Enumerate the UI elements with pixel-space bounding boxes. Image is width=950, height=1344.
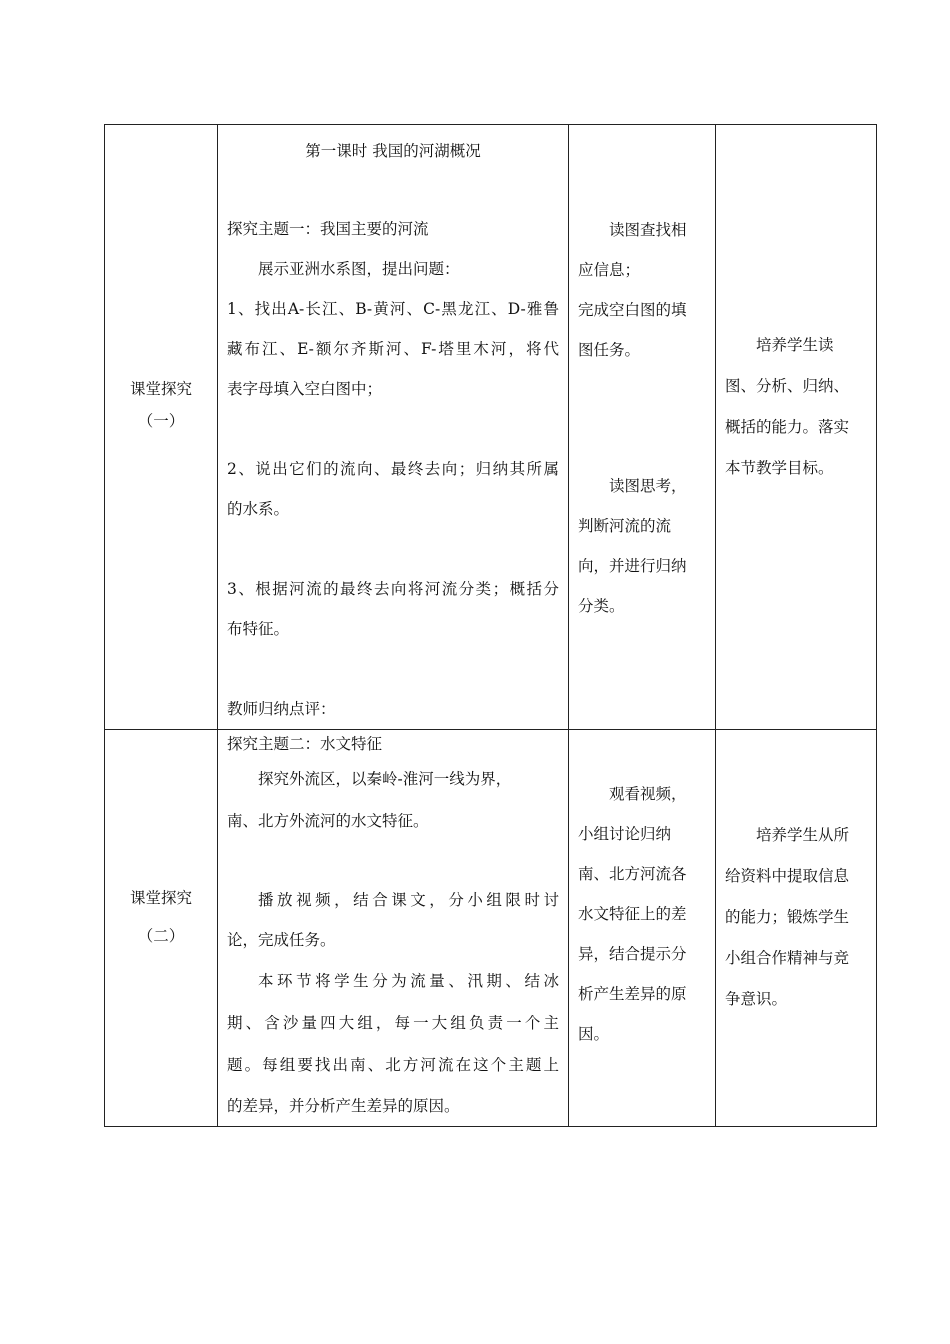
student-activity: 读图查找相 应信息； 完成空白图的填 图任务。 读图思考， 判断河流的流 向，并进行归纳 分类。 [578, 221, 687, 615]
intent-cell [716, 730, 877, 1127]
student-activity: 观看视频， 小组讨论归纳 南、北方河流各 水文特征上的差 异，结合提示分 析产生差异的原 因。 [578, 785, 687, 1043]
table-row [105, 730, 877, 1127]
intent-cell [716, 125, 877, 730]
activity-cell [569, 730, 716, 1127]
design-intent: 培养学生读 图、分析、归纳、 概括的能力。落实 本节教学目标。 [725, 336, 850, 477]
topic-heading: 探究主题二：水文特征 [227, 735, 383, 753]
content-cell [218, 730, 569, 1127]
stage-label: 课堂探究 （二） [129, 889, 192, 945]
content-cell [218, 125, 569, 730]
activity-cell [569, 125, 716, 730]
topic-heading: 探究主题一：我国主要的河流 [227, 220, 429, 238]
lesson-plan-table [104, 124, 877, 1127]
stage-label: 课堂探究 （一） [129, 380, 192, 430]
lesson-title: 第一课时 我国的河湖概况 [305, 142, 481, 160]
content-text: 探究主题二：水文特征 探究外流区，以秦岭-淮河一线为界， 南、北方外流河的水文特征。 播放视频，结合课文，分小组限时讨 论，完成任务。 本环节将学生分为流量、汛期、结冰 期、含沙量四大组，每一大组负责一个主 题。每组要找出南、北方河流在这个主题上 的差异，并分析产生差异的原因。 [218, 730, 568, 1126]
table-row [105, 125, 877, 730]
design-intent: 培养学生从所 给资料中提取信息 的能力；锻炼学生 小组合作精神与竞 争意识。 [725, 826, 850, 1008]
stage-cell [105, 125, 218, 730]
content-text: 探究主题一：我国主要的河流 展示亚洲水系图，提出问题： 1、找出A-长江、B-黄河、C-黑龙江、D-雅鲁 藏布江、E-额尔齐斯河、F-塔里木河，将代 表字母填入空白图中； 2、说出它们的流向、最终去向；归纳其所属 的水系。 3、根据河流的最终去向将河流分类；概括分 布特征。 教师归纳点评： [218, 171, 568, 729]
stage-cell [105, 730, 218, 1127]
